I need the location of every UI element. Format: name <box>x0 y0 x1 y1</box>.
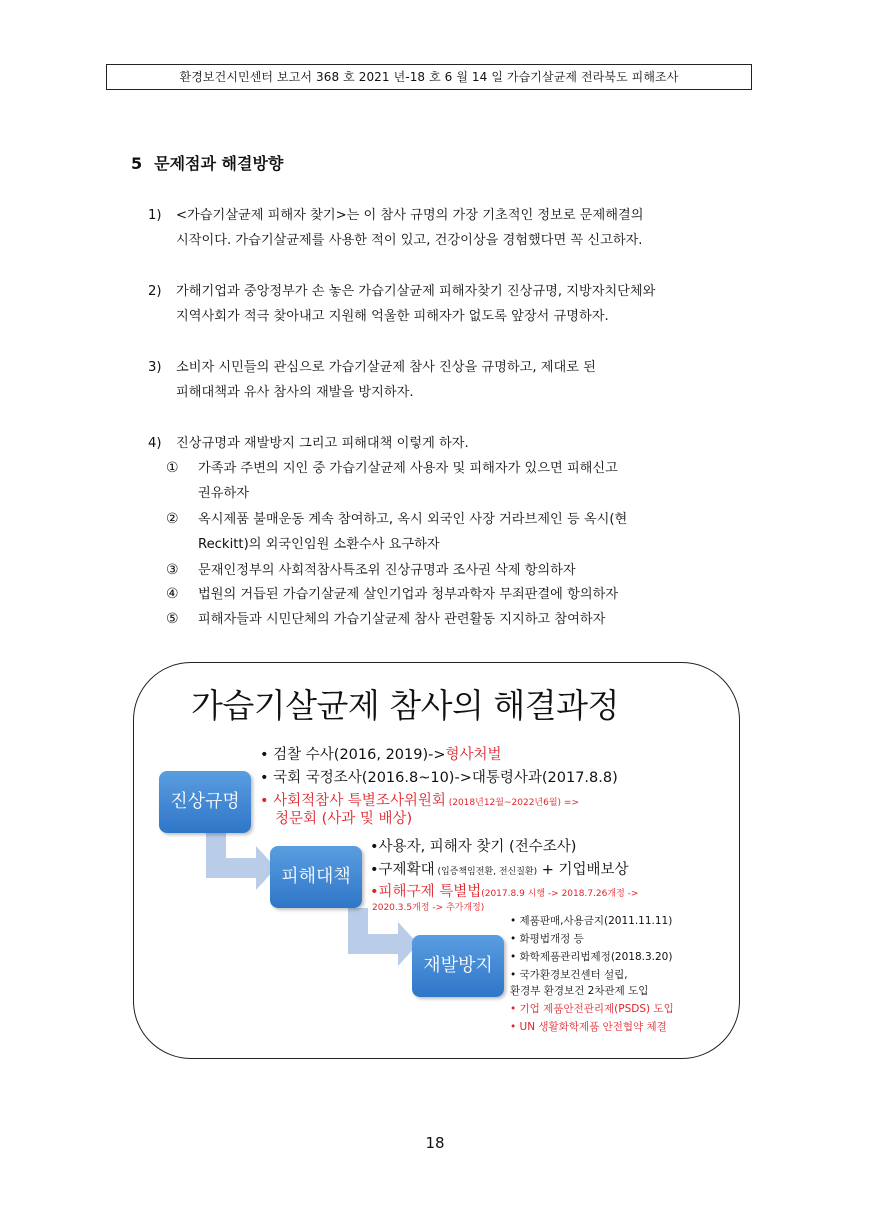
stage2-line4: 2020.3.5개정 -> 추가개정) <box>372 903 485 913</box>
stage1-line3: • 사회적참사 특별조사위원회 (2018년12월~2022년6월) => <box>260 793 579 809</box>
list-item: 1) <가습기살균제 피해자 찾기>는 이 참사 규명의 가장 기초적인 정보로 문제해결의 시작이다. 가습기살균제를 사용한 적이 있고, 건강이상을 경험했다면 꼭 신고하자. <box>148 208 644 248</box>
stage1-line1: • 검찰 수사(2016, 2019)->형사처벌 <box>260 747 502 763</box>
stage2-line1: •사용자, 피해자 찾기 (전수조사) <box>370 839 577 855</box>
stage3-line2: • 화평법개정 등 <box>510 933 584 945</box>
sub-list-item: ① 가족과 주변의 지인 중 가습기살균제 사용자 및 피해자가 있으면 피해신고 권유하자 <box>166 460 618 501</box>
section-number: 5 <box>131 154 143 173</box>
report-header: 환경보건시민센터 보고서 368 호 2021 년-18 호 6 월 14 일 가습기살균제 전라북도 피해조사 <box>106 64 752 90</box>
diagram-title: 가습기살균제 참사의 해결과정 <box>191 686 619 725</box>
stage3-line3: • 화학제품관리법제정(2018.3.20) <box>510 951 673 963</box>
stage3-line5: 환경부 환경보건 2차관제 도입 <box>510 985 649 997</box>
section-title <box>131 151 283 174</box>
section-title-text: 문제점과 해결방향 <box>154 154 284 173</box>
stage3-line4: • 국가환경보건센터 설립, <box>510 969 628 981</box>
stage2-line2: •구제확대 (입증책임전환, 전신질환) + 기업배보상 <box>370 862 629 878</box>
stage-box-investigation: 진상규명 <box>159 771 251 833</box>
list-item: 4) 진상규명과 재발방지 그리고 피해대책 이렇게 하자. <box>148 436 469 451</box>
elbow-arrow-icon <box>200 832 280 894</box>
sub-list-item: ③ 문재인정부의 사회적참사특조위 진상규명과 조사권 삭제 항의하자 <box>166 562 576 578</box>
sub-list-item: ⑤ 피해자들과 시민단체의 가습기살균제 참사 관련활동 지지하고 참여하자 <box>166 611 606 627</box>
stage1-line4: 청문회 (사과 및 배상) <box>275 811 413 827</box>
stage-box-prevention: 재발방지 <box>412 935 504 997</box>
sub-list-item: ④ 법원의 거듭된 가습기살균제 살인기업과 청부과학자 무죄판결에 항의하자 <box>166 586 619 602</box>
stage3-line7: • UN 생활화학제품 안전협약 체결 <box>510 1021 667 1033</box>
stage-box-relief: 피해대책 <box>270 846 362 908</box>
list-item: 2) 가해기업과 중앙정부가 손 놓은 가습기살균제 피해자찾기 진상규명, 지방자치단체와 지역사회가 적극 찾아내고 지원해 억울한 피해자가 없도록 앞장서 규명하자. <box>148 284 656 324</box>
stage2-line3: •피해구제 특별법(2017.8.9 시행 -> 2018.7.26개정 -> <box>370 884 639 900</box>
stage3-line1: • 제품판매,사용금지(2011.11.11) <box>510 915 673 927</box>
stage1-line2: • 국회 국정조사(2016.8~10)->대통령사과(2017.8.8) <box>260 770 618 786</box>
list-item: 3) 소비자 시민들의 관심으로 가습기살균제 참사 진상을 규명하고, 제대로 된 피해대책과 유사 참사의 재발을 방지하자. <box>148 360 596 400</box>
page-number: 18 <box>425 1134 445 1152</box>
stage3-line6: • 기업 제품안전관리제(PSDS) 도입 <box>510 1003 674 1015</box>
elbow-arrow-icon <box>342 908 422 970</box>
sub-list-item: ② 옥시제품 불매운동 계속 참여하고, 옥시 외국인 사장 거라브제인 등 옥시(현 Reckitt)의 외국인임원 소환수사 요구하자 <box>166 511 628 552</box>
